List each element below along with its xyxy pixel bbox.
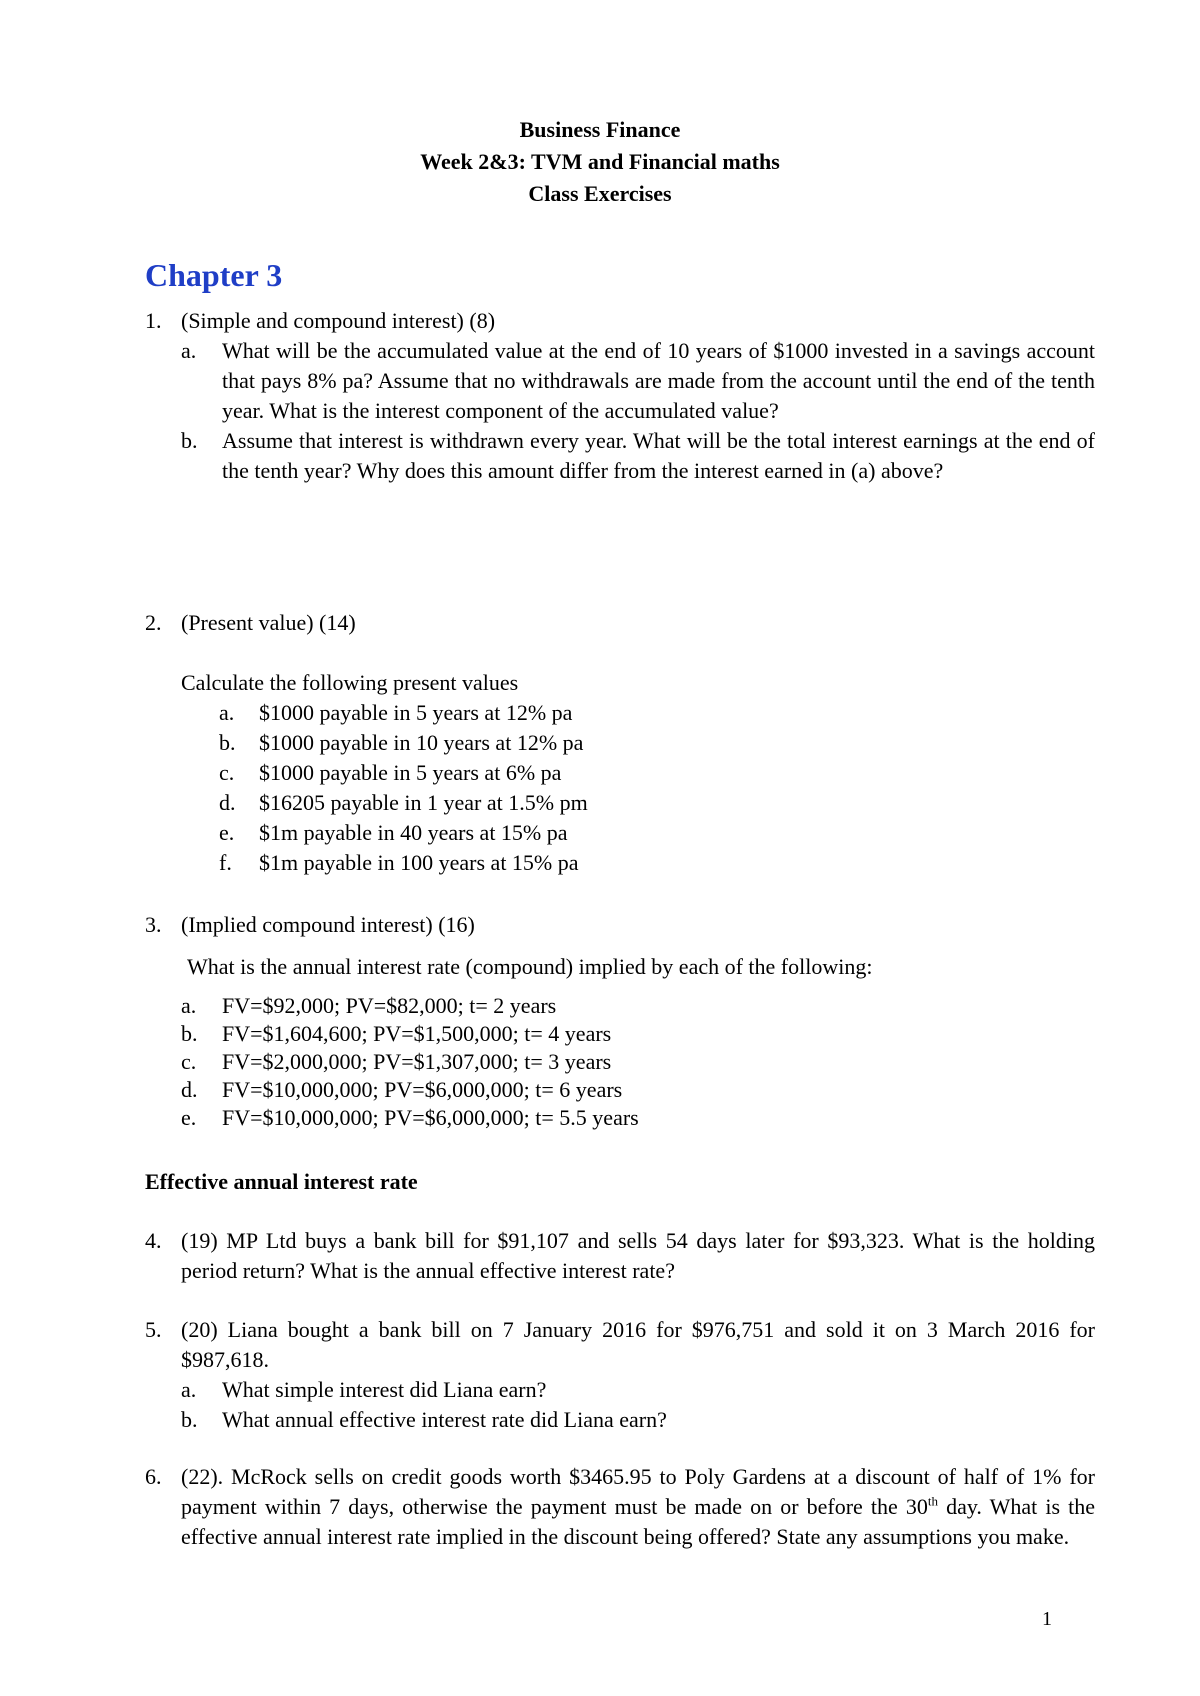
- sub-question: b. $1000 payable in 10 years at 12% pa: [219, 730, 584, 755]
- question-number: 5.: [145, 1317, 162, 1342]
- sub-question-list: [181, 336, 1095, 486]
- sub-question: a. FV=$92,000; PV=$82,000; t= 2 years: [181, 993, 557, 1018]
- question-2: [145, 608, 1095, 878]
- sub-question-list: [181, 992, 1095, 1132]
- question-text: (19) MP Ltd buys a bank bill for $91,107 and sells 54 days later for $93,323. What is the holding period return? What is the annual effective interest rate?: [181, 1228, 1095, 1283]
- sub-question: b. Assume that interest is withdrawn every year. What will be the total interest earnings at the end of the tenth year? Why does this amount differ from the interest earned in (a) above?: [181, 428, 1095, 483]
- chapter-heading: Chapter 3: [145, 257, 283, 293]
- sub-question-list: [181, 1375, 1095, 1435]
- sub-question: d. $16205 payable in 1 year at 1.5% pm: [219, 790, 588, 815]
- question-title: (Implied compound interest) (16): [181, 912, 475, 937]
- question-title: (Present value) (14): [181, 610, 356, 635]
- question-text: (20) Liana bought a bank bill on 7 January 2016 for $976,751 and sold it on 3 March 2016 for $987,618.: [181, 1317, 1095, 1372]
- question-intro: Calculate the following present values: [181, 670, 519, 695]
- sub-question: a. $1000 payable in 5 years at 12% pa: [219, 700, 573, 725]
- question-6: [145, 1462, 1095, 1552]
- sub-question: e. $1m payable in 40 years at 15% pa: [219, 820, 568, 845]
- question-intro: What is the annual interest rate (compound) implied by each of the following:: [187, 954, 873, 979]
- question-text: (22). McRock sells on credit goods worth $3465.95 to Poly Gardens at a discount of half of 1% for payment within 7 days, otherwise the payment must be made on or before the 30th day. What is the effective annual interest rate implied in the discount being offered? State any assumptions you make.: [181, 1464, 1095, 1549]
- question-5: [145, 1315, 1095, 1435]
- superscript: th: [927, 1493, 938, 1509]
- question-number: 3.: [145, 912, 162, 937]
- sub-question: a. What will be the accumulated value at the end of 10 years of $1000 invested in a savings account that pays 8% pa? Assume that no withdrawals are made from the account until the end of the tenth year. What is the interest component of the accumulated value?: [181, 338, 1095, 423]
- document-header: [0, 114, 1200, 210]
- sub-question: d. FV=$10,000,000; PV=$6,000,000; t= 6 years: [181, 1077, 623, 1102]
- sub-question: c. $1000 payable in 5 years at 6% pa: [219, 760, 562, 785]
- question-number: 1.: [145, 308, 162, 333]
- page-number: 1: [1042, 1608, 1052, 1630]
- question-4: [145, 1226, 1095, 1286]
- sub-question: f. $1m payable in 100 years at 15% pa: [219, 850, 579, 875]
- sub-question: b. FV=$1,604,600; PV=$1,500,000; t= 4 years: [181, 1021, 612, 1046]
- sub-question: a. What simple interest did Liana earn?: [181, 1377, 547, 1402]
- sub-question-list: [219, 698, 1095, 878]
- section-heading: Effective annual interest rate: [145, 1169, 418, 1194]
- week-title: Week 2&3: TVM and Financial maths: [420, 149, 780, 174]
- question-number: 4.: [145, 1228, 162, 1253]
- exercise-title: Class Exercises: [528, 181, 672, 206]
- question-title: (Simple and compound interest) (8): [181, 308, 496, 333]
- question-1: [145, 306, 1095, 486]
- course-title: Business Finance: [519, 117, 681, 142]
- question-number: 2.: [145, 610, 162, 635]
- sub-question: e. FV=$10,000,000; PV=$6,000,000; t= 5.5 years: [181, 1105, 639, 1130]
- question-3: [145, 910, 1095, 1132]
- question-number: 6.: [145, 1464, 162, 1489]
- sub-question: c. FV=$2,000,000; PV=$1,307,000; t= 3 years: [181, 1049, 612, 1074]
- sub-question: b. What annual effective interest rate did Liana earn?: [181, 1407, 667, 1432]
